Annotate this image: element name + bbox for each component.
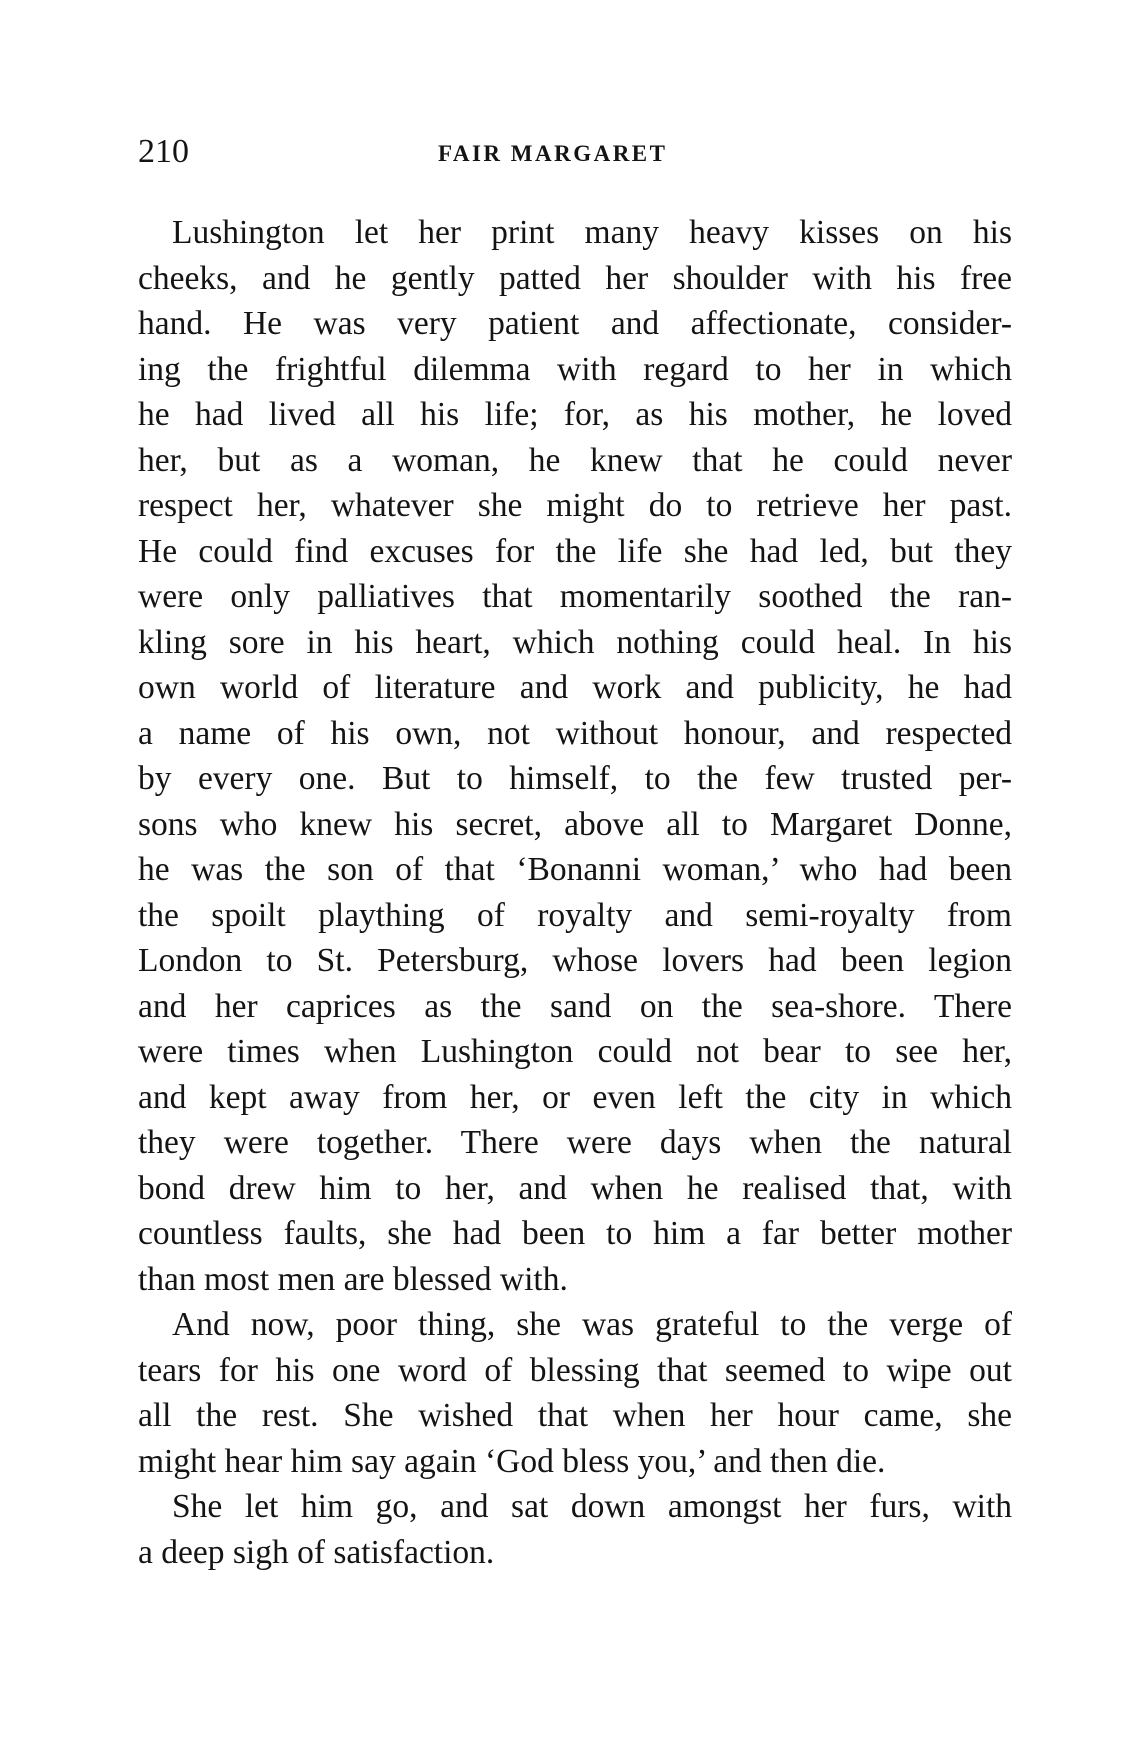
text-line: and her caprices as the sand on the sea-shore. There (138, 987, 1012, 1025)
text-line: he had lived all his life; for, as his mother, he loved (138, 396, 1012, 433)
running-title: FAIR MARGARET (438, 141, 668, 166)
text-line: countless faults, she had been to him a far better mother (138, 1215, 1012, 1252)
page-number: 210 (138, 133, 189, 170)
text-line: might hear him say again ‘God bless you,’ and then die. (138, 1442, 886, 1480)
text-line: the spoilt plaything of royalty and semi-royalty from (138, 896, 1012, 934)
text-line: all the rest. She wished that when her hour came, she (138, 1397, 1012, 1434)
text-line: than most men are blessed with. (138, 1260, 568, 1298)
paragraph-1 (138, 210, 1012, 1302)
text-line: She let him go, and sat down amongst her furs, with (172, 1488, 1012, 1525)
text-line: ing the frightful dilemma with regard to her in which (138, 350, 1012, 388)
text-line: own world of literature and work and publicity, he had (138, 669, 1012, 706)
text-line: And now, poor thing, she was grateful to the verge of (172, 1306, 1012, 1343)
running-head (138, 130, 1014, 174)
text-line: respect her, whatever she might do to retrieve her past. (138, 487, 1012, 524)
text-line: kling sore in his heart, which nothing could heal. In his (138, 623, 1012, 661)
text-line: tears for his one word of blessing that seemed to wipe out (138, 1351, 1012, 1389)
paragraph-3 (138, 1484, 1012, 1575)
text-line: He could find excuses for the life she had led, but they (138, 532, 1012, 570)
text-line: London to St. Petersburg, whose lovers had been legion (138, 942, 1012, 979)
text-line: he was the son of that ‘Bonanni woman,’ who had been (138, 851, 1012, 888)
text-line: by every one. But to himself, to the few trusted per- (138, 760, 1012, 797)
text-line: were times when Lushington could not bear to see her, (138, 1033, 1012, 1070)
text-line: bond drew him to her, and when he realised that, with (138, 1169, 1012, 1207)
paragraph-2 (138, 1302, 1012, 1484)
body-text (138, 210, 1012, 1575)
text-line: sons who knew his secret, above all to Margaret Donne, (138, 805, 1012, 843)
text-line: her, but as a woman, he knew that he could never (138, 441, 1012, 479)
text-line: were only palliatives that momentarily soothed the ran- (138, 578, 1012, 615)
text-line: cheeks, and he gently patted her shoulder with his free (138, 259, 1012, 297)
text-line: and kept away from her, or even left the city in which (138, 1078, 1012, 1116)
text-line: a name of his own, not without honour, and respected (138, 714, 1012, 752)
text-line: a deep sigh of satisfaction. (138, 1533, 495, 1571)
text-line: hand. He was very patient and affectionate, consider- (138, 305, 1012, 342)
text-line: Lushington let her print many heavy kisses on his (172, 214, 1012, 251)
text-line: they were together. There were days when the natural (138, 1124, 1012, 1161)
